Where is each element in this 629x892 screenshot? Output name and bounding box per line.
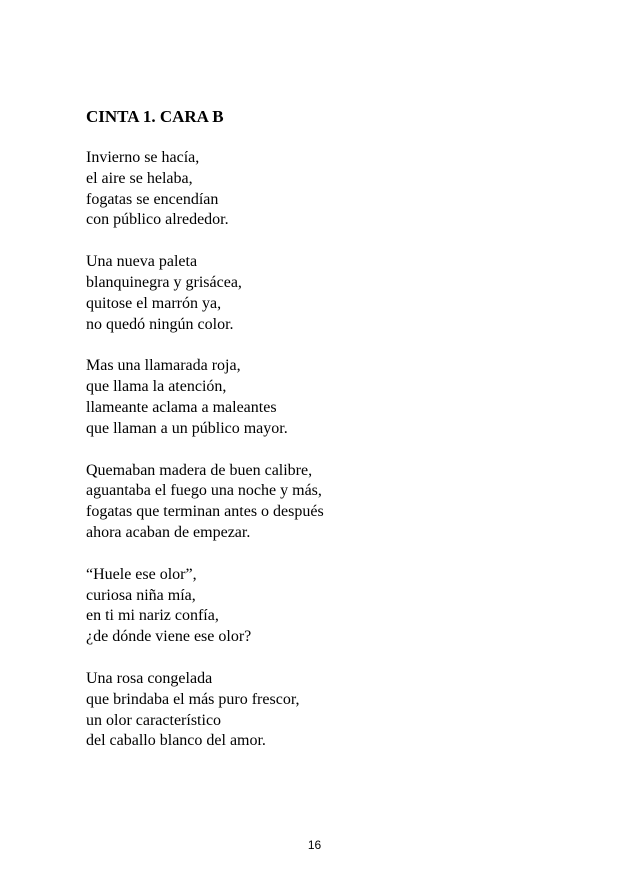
verse-line: Una nueva paleta: [86, 253, 198, 271]
verse-line: aguantaba el fuego una noche y más,: [86, 482, 322, 500]
verse-line: ¿de dónde viene ese olor?: [86, 628, 252, 646]
stanza-5: [86, 565, 586, 648]
verse-line: del caballo blanco del amor.: [86, 732, 266, 750]
verse-line: que llama la atención,: [86, 378, 227, 396]
verse-line: fogatas que terminan antes o después: [86, 503, 324, 521]
verse-line: ahora acaban de empezar.: [86, 523, 251, 541]
poem-body: [86, 148, 586, 773]
verse-line: el aire se helaba,: [86, 169, 193, 187]
verse-line: fogatas se encendían: [86, 190, 219, 208]
stanza-4: [86, 461, 586, 544]
verse-line: quitose el marrón ya,: [86, 294, 222, 312]
verse-line: curiosa niña mía,: [86, 586, 196, 604]
verse-line: en ti mi nariz confía,: [86, 607, 219, 625]
page-number: 16: [307, 838, 322, 852]
stanza-6: [86, 669, 586, 752]
verse-line: no quedó ningún color.: [86, 315, 234, 333]
verse-line: blanquinegra y grisácea,: [86, 273, 242, 291]
verse-line: Mas una llamarada roja,: [86, 357, 241, 375]
stanza-1: [86, 148, 586, 231]
verse-line: Invierno se hacía,: [86, 149, 200, 166]
verse-line: que llaman a un público mayor.: [86, 419, 288, 437]
verse-line: Una rosa congelada: [86, 669, 213, 687]
verse-line: “Huele ese olor”,: [86, 565, 197, 583]
verse-line: Quemaban madera de buen calibre,: [86, 461, 313, 479]
stanza-3: [86, 356, 586, 439]
verse-line: llameante aclama a maleantes: [86, 398, 277, 416]
verse-line: un olor característico: [86, 711, 222, 729]
verse-line: que brindaba el más puro frescor,: [86, 690, 300, 708]
verse-line: con público alrededor.: [86, 211, 229, 229]
stanza-2: [86, 252, 586, 335]
poem-title: CINTA 1. CARA B: [86, 107, 224, 126]
